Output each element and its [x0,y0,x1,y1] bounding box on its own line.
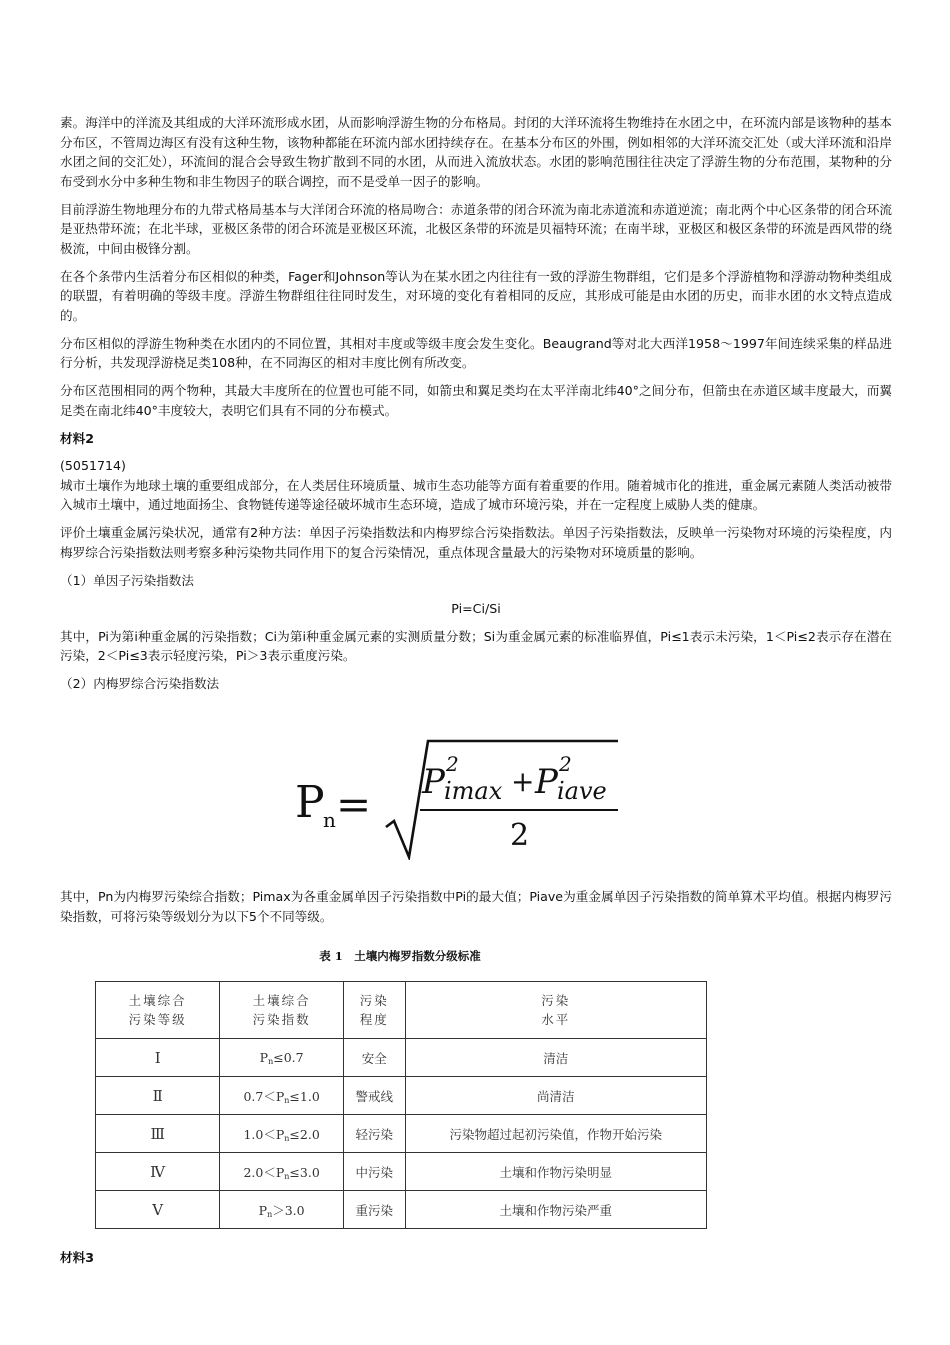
formula-num-a-sub: imax [444,777,503,805]
formula-denominator: 2 [510,818,530,853]
table-row [96,1077,707,1115]
nemerow-table-figure [95,948,707,1229]
degree-cell: 中污染 [343,1153,405,1191]
paragraph-2: 目前浮游生物地理分布的九带式格局基本与大洋闭合环流的格局吻合：赤道条带的闭合环流为南北赤道流和赤道逆流；南北两个中心区条带的闭合环流是亚热带环流；在北半球，亚极区条带的闭合环流是亚极区环流，北极区条带的环流是贝福特环流；在南半球，亚极区和极区条带的环流是西风带的绕极流，中间由极锋分割。 [60,201,892,256]
level-cell: 土壤和作物污染明显 [405,1153,706,1191]
paragraph-3: 在各个条带内生活着分布区相似的种类，Fager和Johnson等认为在某水团之内往往有一致的浮游生物群组，它们是多个浮游植物和浮游动物种类组成的联盟，有着明确的等级丰度。浮游生物群组往往同时发生，对环境的变化有着相同的反应，其形成可能是由水团的历史，而非水团的水文特点造成的。 [60,268,892,323]
table-row [96,1191,707,1229]
material2-heading: 材料2 [60,430,94,446]
table-row [96,1153,707,1191]
header-cell: 土壤综合 污染指数 [220,982,344,1039]
grade-cell: Ⅱ [96,1077,220,1115]
paragraph-5: 分布区范围相同的两个物种，其最大丰度所在的位置也可能不同，如箭虫和翼足类均在太平洋南北纬40°之间分布，但箭虫在赤道区域丰度最大，而翼足类在南北纬40°丰度较大，表明它们具有不同的分布模式。 [60,383,892,418]
header-cell: 土壤综合 污染等级 [96,982,220,1039]
degree-cell: 警戒线 [343,1077,405,1115]
table-row [96,1115,707,1153]
grade-cell: Ⅳ [96,1153,220,1191]
formula-num-b: P [535,762,558,802]
formula-lhs-p: P [295,777,325,828]
index-cell: $P_n\le 0.7$ [220,1039,344,1077]
level-cell: 污染物超过起初污染值，作物开始污染 [405,1115,706,1153]
material3-heading: 材料3 [60,1250,94,1265]
material2-paragraph-4: 其中，Pn为内梅罗污染综合指数；Pimax为各重金属单因子污染指数中Pi的最大值；Piave为重金属单因子污染指数的简单算术平均值。根据内梅罗污染指数，可将污染等级划分为以下5个不同等级。 [60,889,892,924]
material2-paragraph-3: 其中，Pi为第i种重金属的污染指数；Ci为第i种重金属元素的实测质量分数；Si为重金属元素的标准临界值，Pi≤1表示未污染，1＜Pi≤2表示存在潜在污染，2＜Pi≤3表示轻度污染，Pi＞3表示重度污染。 [60,628,892,663]
level-cell: 清洁 [405,1039,706,1077]
header-cell: 污染 水平 [405,982,706,1039]
degree-cell: 轻污染 [343,1115,405,1153]
table-header-row [96,982,707,1039]
paragraph-1: 素。海洋中的洋流及其组成的大洋环流形成水团，从而影响浮游生物的分布格局。封闭的大洋环流将生物维持在水团之中，在环流内部是该物种的基本分布区，不管周边海区有没有这种生物，该物种都能在环流内部水团持续存在。在基本分布区的外围，例如相邻的大洋环流交汇处（或大洋环流和沿岸水团之间的交汇处），环流间的混合会导致生物扩散到不同的水团，从而进入流放状态。水团的影响范围往往决定了浮游生物的分布范围，某物种的分布受到水分中多种生物和非生物因子的联合调控，而不是受单一因子的影响。 [60,115,892,189]
level-cell: 尚清洁 [405,1077,706,1115]
nemerow-grade-table [95,981,707,1229]
formula-lhs-sub: n [323,808,336,832]
level-cell: 土壤和作物污染严重 [405,1191,706,1229]
material2-paragraph-1: 城市土壤作为地球土壤的重要组成部分，在人类居住环境质量、城市生态功能等方面有着重要的作用。随着城市化的推进，重金属元素随人类活动被带入城市土壤中，通过地面扬尘、食物链传递等途径破坏城市生态环境，造成了城市环境污染，并在一定程度上威胁人类的健康。 [60,477,892,512]
index-cell: $P_n>3.0$ [220,1191,344,1229]
table-caption: 表 1 土壤内梅罗指数分级标准 [319,949,481,963]
index-cell: $1.0<P_n\le 2.0$ [220,1115,344,1153]
formula-num-b-sub: iave [557,777,607,805]
formula-num-a: P [422,762,445,802]
material2-code: (5051714) [60,458,126,473]
index-cell: $0.7<P_n\le 1.0$ [220,1077,344,1115]
document-body [60,113,892,702]
nemerow-formula [290,735,630,860]
degree-cell: 重污染 [343,1191,405,1229]
formula-single-factor: Pi=Ci/Si [451,600,501,616]
grade-cell: Ⅰ [96,1039,220,1077]
paragraph-4: 分布区相似的浮游生物种类在水团内的不同位置，其相对丰度或等级丰度会发生变化。Beaugrand等对北大西洋1958～1997年间连续采集的样品进行分析，共发现浮游桡足类108种，在不同海区的相对丰度比例有所改变。 [60,335,892,370]
material2-paragraph-2: 评价土壤重金属污染状况，通常有2种方法：单因子污染指数法和内梅罗综合污染指数法。单因子污染指数法，反映单一污染物对环境的污染程度，内梅罗综合污染指数法则考察多种污染物共同作用下的复合污染情况，重点体现含量最大的污染物对环境质量的影响。 [60,525,892,560]
formula-explanation-block [60,887,892,935]
formula-num-a-sup: 2 [446,752,459,776]
index-cell: $2.0<P_n\le 3.0$ [220,1153,344,1191]
grade-cell: Ⅲ [96,1115,220,1153]
grade-cell: Ⅴ [96,1191,220,1229]
formula-equals: = [336,780,372,829]
formula-plus: + [511,765,535,798]
header-cell: 污染 程度 [343,982,405,1039]
formula-num-b-sup: 2 [559,752,572,776]
degree-cell: 安全 [343,1039,405,1077]
table-row [96,1039,707,1077]
method2-label: （2）内梅罗综合污染指数法 [60,676,220,691]
method1-label: （1）单因子污染指数法 [60,572,194,588]
